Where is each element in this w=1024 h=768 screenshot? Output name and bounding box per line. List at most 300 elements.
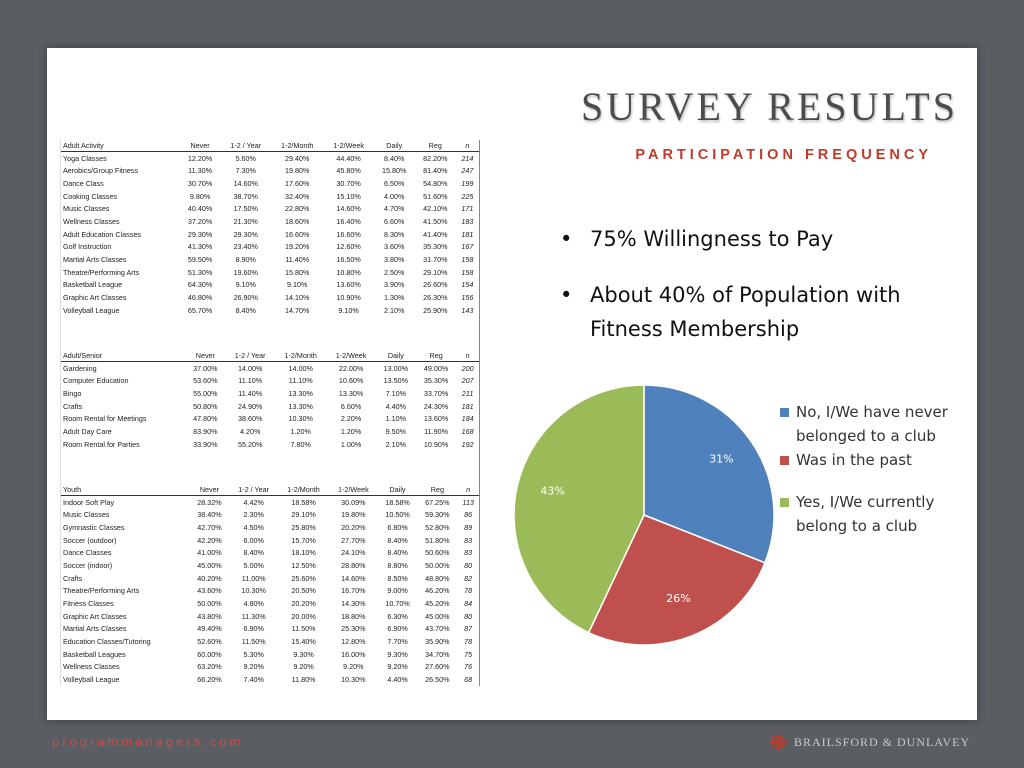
table-cell: 43.80% [197,611,222,621]
column-header: Adult/Senior [61,350,185,362]
table-cell: 9.10% [287,280,308,290]
table-cell: Wellness Classes [63,217,120,227]
table-cell: Soccer (outdoor) [63,535,117,545]
pie-data-label: 43% [540,484,565,498]
table-cell: 9.50% [385,426,406,436]
table-cell: 25.80% [291,523,316,533]
table-cell: 156 [461,292,474,302]
column-header: Never [190,484,230,496]
table-cell: 65.70% [187,305,213,315]
table-cell: 76 [464,662,473,672]
table-cell: 83.90% [193,426,218,436]
table-cell: 4.00% [384,191,405,201]
table-row [61,412,479,425]
table-cell: 13.50% [383,376,408,386]
column-header: Daily [376,350,416,362]
table-cell: 78 [464,636,473,646]
table-cell: Computer Education [63,376,129,386]
table-row [61,228,479,241]
table-cell: 5.00% [243,561,264,571]
table-spacer [61,450,479,484]
table-cell: 11.90% [424,426,449,436]
table-header-row [61,484,479,496]
table-cell: 16.50% [336,254,361,264]
table-cell: 19.20% [285,242,310,252]
table-cell: 38.40% [197,510,222,520]
legend-label: No, I/We have never belonged to a club [796,403,948,445]
table-cell: 64.30% [187,280,213,290]
table-cell: 6.00% [243,535,264,545]
table-cell: Gardening [63,363,97,373]
table-cell: 181 [461,401,474,411]
table-cell: 55.20% [237,439,263,449]
table-cell: 1.20% [340,426,362,436]
table-cell: 21.30% [233,217,258,227]
pie-data-label: 31% [709,452,734,466]
table-cell: 27.60% [425,662,450,672]
table-cell: 20.20% [291,598,316,608]
table-cell: 9.30% [293,649,314,659]
column-header: Never [180,140,221,152]
table-cell: 11.00% [241,573,266,583]
table-cell: Aerobics/Group Fitness [63,166,139,176]
table-cell: 51.60% [423,191,448,201]
table-row [61,177,479,190]
table-cell: 8.30% [384,229,405,239]
table-cell: 26.60% [423,280,448,290]
table-cell: 24.10% [341,548,366,558]
table-cell: 19.60% [233,267,258,277]
table-cell: Cooking Classes [63,191,117,201]
table-cell: Martial Arts Classes [63,624,127,634]
table-cell: 4.70% [384,204,405,214]
table-cell: 35.90% [425,636,450,646]
table-cell: 192 [461,439,474,449]
table-cell: 6.50% [384,179,405,189]
table-cell: Wellness Classes [63,662,120,672]
table-cell: 30.70% [187,179,213,189]
page-title: SURVEY RESULTS [580,84,958,129]
table-cell: 42.20% [197,535,222,545]
table-row [61,387,479,400]
pie-chart [500,380,790,660]
table-cell: 7.30% [235,166,256,176]
table-cell: 9.00% [387,586,408,596]
table-cell: 6.30% [387,611,408,621]
table-row [61,278,479,291]
legend-label: Yes, I/We currently belong to a club [796,493,935,535]
table-cell: 49.40% [197,624,222,634]
table-cell: 1.00% [340,439,362,449]
table-cell: 32.40% [285,191,310,201]
table-cell: 2.10% [385,439,406,449]
table-cell: 19.80% [341,510,366,520]
table-cell: Dance Classes [63,548,112,558]
table-cell: 41.30% [187,242,213,252]
table-cell: 4.40% [385,401,406,411]
table-cell: 59.50% [187,254,213,264]
table-cell: 18.58% [385,497,410,507]
table-cell: 10.50% [385,510,410,520]
table-cell: 47.80% [193,414,218,424]
table-cell: Education Classes/Tutoring [63,636,151,646]
table-cell: Crafts [63,401,83,411]
table-row [61,610,479,623]
table-cell: 158 [461,254,474,264]
table-cell: 46.20% [425,586,450,596]
table-cell: 11.80% [291,674,316,684]
table-cell: 31.70% [423,254,448,264]
table-cell: 113 [462,497,474,507]
table-cell: 30.09% [341,497,366,507]
table-cell: 10.60% [338,376,364,386]
table-cell: 37.20% [187,217,213,227]
table-cell: 43.70% [425,624,450,634]
table-cell: 5.30% [243,649,264,659]
table-cell: Gymnastic Classes [63,523,125,533]
column-header: 1-2/Month [275,350,327,362]
table-cell: 18.80% [341,611,366,621]
table-cell: 46.80% [187,292,213,302]
table-cell: 80 [464,561,473,571]
column-header: Reg [415,140,456,152]
table-row [61,190,479,203]
table-cell: 3.90% [384,280,405,290]
table-cell: 17.60% [285,179,310,189]
table-row [61,375,479,388]
table-cell: 10.90% [336,292,361,302]
table-cell: Basketball League [63,280,123,290]
table-cell: 15.80% [285,267,310,277]
table-cell: 18.10% [291,548,316,558]
table-cell: 14.70% [285,305,310,315]
table-cell: 53.60% [193,376,218,386]
table-cell: 1.30% [384,292,405,302]
table-cell: 55.00% [193,389,218,399]
table-cell: 8.40% [387,535,408,545]
table-cell: 13.30% [288,389,313,399]
table-cell: 16.00% [341,649,366,659]
table-cell: 11.40% [285,254,310,264]
table-cell: 14.00% [288,363,313,373]
table-cell: 66.20% [197,674,222,684]
table-cell: 9.80% [189,191,211,201]
table-cell: 37.00% [193,363,218,373]
table-cell: 89 [464,523,473,533]
table-cell: 67.25% [425,497,450,507]
table-cell: 51.80% [425,535,450,545]
table-cell: 4.20% [239,426,261,436]
column-header: 1-2/Month [278,484,329,496]
table-cell: 20.20% [341,523,366,533]
table-cell: 214 [461,153,474,163]
table-cell: 41.00% [197,548,222,558]
table-cell: 12.50% [291,561,316,571]
table-row [61,572,479,585]
table-cell: 40.20% [197,573,222,583]
table-cell: 8.40% [384,153,405,163]
table-cell: 13.60% [423,414,449,424]
column-header: 1-2 / Year [226,350,275,362]
table-cell: 11.30% [241,611,266,621]
table-row [61,673,479,686]
table-cell: 49.00% [423,363,449,373]
table-cell: 8.90% [235,254,256,264]
table-cell: 5.60% [235,153,256,163]
table-cell: 14.60% [336,204,361,214]
table-cell: 22.80% [285,204,310,214]
table-cell: 45.80% [336,166,361,176]
table-cell: 9.10% [235,280,256,290]
table-header-row [61,350,479,362]
table-cell: 86 [464,510,473,520]
table-cell: 24.30% [423,401,449,411]
table-cell: 17.50% [233,204,258,214]
column-header: n [457,484,479,496]
table-cell: Martial Arts Classes [63,254,127,264]
table-cell: 11.50% [241,636,266,646]
table-cell: 2.20% [340,414,362,424]
table-cell: 3.80% [384,254,405,264]
table-cell: 4.50% [243,523,264,533]
table-cell: 50.00% [197,598,222,608]
table-cell: 82.20% [423,153,448,163]
table-cell: 25.90% [423,305,448,315]
table-cell: 26.50% [425,674,450,684]
table-row [61,240,479,253]
table-cell: 10.30% [288,414,313,424]
table-cell: 52.80% [425,523,450,533]
compass-logo-icon [768,732,788,752]
table-row [61,622,479,635]
legend-swatch [780,498,789,507]
table-cell: 6.60% [340,401,362,411]
table-cell: 78 [464,586,473,596]
table-cell: 7.70% [387,636,408,646]
legend-item [780,490,956,538]
table-cell: 52.60% [197,636,222,646]
table-cell: 9.10% [338,305,359,315]
table-cell: 45.00% [425,611,450,621]
table-cell: 41.50% [423,217,448,227]
table-cell: 13.30% [288,401,313,411]
table-cell: 51.30% [187,267,213,277]
table-cell: 6.80% [387,523,408,533]
table-cell: Adult Education Classes [63,229,141,239]
table-cell: 6.60% [384,217,405,227]
table-cell: 12.20% [187,153,213,163]
table-cell: 4.42% [243,497,264,507]
table-cell: 18.58% [291,497,316,507]
column-header: Adult Activity [61,140,180,152]
table-cell: 80 [464,611,473,621]
footer-brand [768,732,970,752]
table-cell: 19.80% [285,166,310,176]
table-cell: Room Rental for Parties [63,439,140,449]
table-row [61,203,479,216]
table-cell: 40.40% [187,204,213,214]
table-cell: 45.00% [197,561,222,571]
table-cell: 143 [461,305,474,315]
table-cell: 167 [461,242,474,252]
table-cell: 247 [461,166,474,176]
table-cell: 50.80% [193,401,218,411]
table-cell: 15.40% [291,636,316,646]
table-cell: Volleyball League [63,674,120,684]
table-cell: 60.00% [197,649,222,659]
table-cell: 14.30% [341,598,366,608]
column-header: 1-2/Week [329,484,378,496]
table-cell: 225 [461,191,474,201]
table-cell: 25.30% [341,624,366,634]
table-row [61,438,479,451]
table-cell: 4.80% [243,598,264,608]
table-cell: 7.80% [290,439,311,449]
table-cell: 8.50% [387,573,408,583]
table-cell: 16.60% [336,229,361,239]
table-cell: 11.30% [188,166,212,176]
table-row [61,648,479,661]
table-cell: 207 [461,376,474,386]
table-cell: 54.80% [423,179,448,189]
column-header: n [456,140,479,152]
bullet-list [560,222,920,368]
table-row [61,266,479,279]
table-cell: 20.50% [291,586,316,596]
table-cell: 16.70% [341,586,366,596]
table-cell: Theatre/Performing Arts [63,267,140,277]
table-cell: 10.30% [241,586,266,596]
table-cell: 16.60% [285,229,310,239]
table-cell: Music Classes [63,510,110,520]
table-cell: 48.80% [425,573,450,583]
table-cell: 50.60% [425,548,450,558]
table-cell: 10.80% [336,267,361,277]
column-header: Daily [378,484,418,496]
table-cell: 9.20% [387,662,408,672]
table-cell: 200 [461,363,474,373]
table-cell: 10.30% [341,674,366,684]
table-row [61,361,479,374]
table-cell: 211 [461,389,474,399]
pie-data-label: 26% [666,592,691,606]
table-cell: 22.00% [338,363,364,373]
table-row [61,253,479,266]
table-row [61,291,479,304]
table-cell: 8.80% [387,561,408,571]
table-cell: 15.70% [291,535,316,545]
table-cell: 14.10% [285,292,310,302]
table-row [61,547,479,560]
table-cell: 171 [461,204,474,214]
page-subtitle: PARTICIPATION FREQUENCY [635,147,932,163]
table-row [61,559,479,572]
column-header: 1-2/Week [326,350,375,362]
table-row [61,635,479,648]
table-cell: 18.60% [285,217,310,227]
table-cell: 8.40% [243,548,264,558]
table-cell: Music Classes [63,204,110,214]
table-cell: 11.40% [238,389,263,399]
table-cell: 34.70% [425,649,450,659]
table-cell: Indoor Soft Play [63,497,115,507]
table-cell: 42.70% [197,523,222,533]
table-spacer [61,316,479,350]
legend-swatch [780,456,789,465]
table-cell: 59.30% [425,510,450,520]
table-cell: 43.60% [197,586,222,596]
column-header: Reg [416,350,456,362]
table-cell: 9.20% [243,662,264,672]
table-row [61,496,479,509]
table-cell: Graphic Art Classes [63,611,127,621]
bullet-item: • About 40% of Population with Fitness Membership [560,278,920,346]
table-cell: 35.30% [423,242,448,252]
table-cell: 42.10% [423,204,448,214]
table-cell: 23.40% [233,242,258,252]
table-cell: 8.40% [235,305,256,315]
table-cell: 14.00% [237,363,263,373]
table-cell: 199 [461,179,474,189]
table-cell: 7.40% [243,674,264,684]
legend-swatch [780,408,789,417]
table-cell: 181 [461,229,474,239]
column-header: Reg [417,484,457,496]
table-cell: 26.30% [423,292,448,302]
bullet-item: • 75% Willingness to Pay [560,222,920,256]
column-header: 1-2 / Year [229,484,278,496]
table-cell: 10.70% [385,598,410,608]
table-cell: 35.30% [423,376,449,386]
table-cell: Room Rental for Meetings [63,414,147,424]
table-cell: 15.80% [382,166,407,176]
table-cell: 29.10% [291,510,316,520]
table-cell: 83 [464,548,473,558]
table-cell: Bingo [63,389,82,399]
table-cell: 84 [464,598,473,608]
column-header: Daily [374,140,415,152]
table-cell: 14.60% [233,179,258,189]
table-cell: Golf Instruction [63,242,112,252]
legend-item [780,400,956,448]
column-header: 1-2 / Year [221,140,271,152]
table-row [61,597,479,610]
table-cell: 11.10% [238,376,263,386]
table-cell: 183 [461,217,474,227]
table-adult [61,140,479,316]
table-cell: 154 [461,280,474,290]
table-cell: 33.70% [423,389,449,399]
brand-name: BRAILSFORD & DUNLAVEY [794,734,971,749]
table-cell: 28.32% [197,497,222,507]
legend-label: Was in the past [796,451,912,469]
table-cell: 68 [464,674,473,684]
table-cell: 30.70% [336,179,361,189]
table-cell: 29.30% [233,229,258,239]
column-header: n [456,350,479,362]
table-cell: 63.20% [197,662,222,672]
table-cell: 3.60% [384,242,405,252]
table-senior [61,350,479,450]
table-cell: 75 [464,649,473,659]
table-cell: 13.00% [383,363,408,373]
table-row [61,165,479,178]
table-cell: 16.40% [336,217,361,227]
table-cell: 11.10% [288,376,313,386]
table-cell: 82 [464,573,473,583]
table-cell: 184 [461,414,474,424]
table-cell: 13.60% [336,280,361,290]
